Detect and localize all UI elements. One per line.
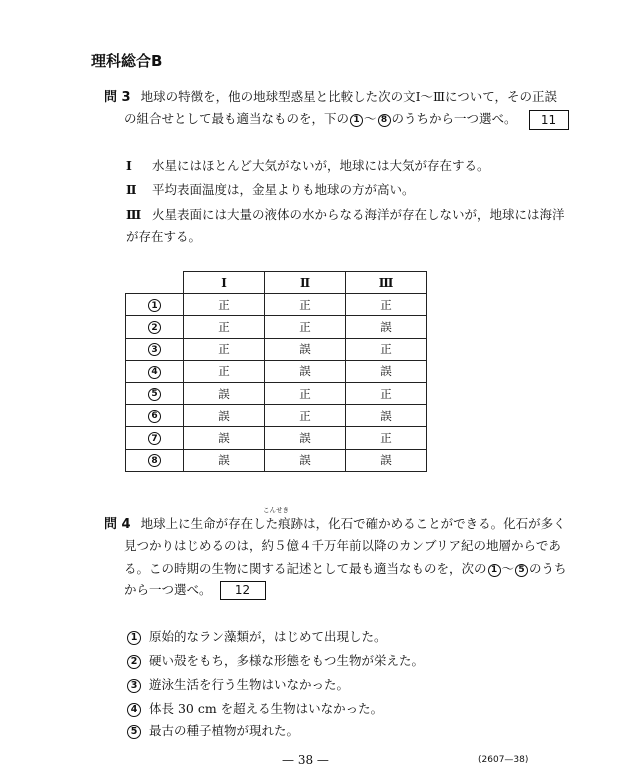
row-number-marker: 3 — [148, 343, 161, 356]
statement-mark: Ⅱ — [126, 182, 137, 197]
q3-statement-2 — [126, 180, 415, 198]
table-cell: 誤 — [346, 360, 427, 382]
row-number-cell — [126, 360, 184, 382]
table-header-cell: Ⅰ — [184, 272, 265, 294]
table-header-cell: Ⅱ — [265, 272, 346, 294]
q4-line-3 — [124, 559, 567, 577]
row-number-marker: 2 — [148, 321, 161, 334]
table-cell: 正 — [346, 427, 427, 449]
q4-option-5[interactable] — [126, 721, 299, 739]
q4-text-line3-post: のうち — [529, 561, 567, 576]
table-cell: 誤 — [265, 360, 346, 382]
option-text: 遊泳生活を行う生物はいなかった。 — [149, 677, 350, 692]
row-number-marker: 6 — [148, 410, 161, 423]
statement-text: 平均表面温度は，金星よりも地球の方が高い。 — [152, 182, 415, 197]
q3-line-2 — [124, 109, 569, 130]
q4-option-3[interactable] — [126, 675, 349, 693]
table-corner-cell — [126, 272, 184, 294]
table-cell: 正 — [265, 382, 346, 404]
q4-text-line3-pre: る。この時期の生物に関する記述として最も適当なものを，次の — [124, 561, 487, 576]
table-cell: 誤 — [346, 449, 427, 471]
q4-option-1[interactable] — [126, 627, 387, 645]
table-cell: 誤 — [184, 382, 265, 404]
q3-label: 問 3 — [104, 90, 131, 105]
q3-range-end-marker: 8 — [378, 114, 391, 127]
row-number-marker: 5 — [148, 388, 161, 401]
q3-line-1 — [104, 86, 557, 105]
table-cell: 誤 — [265, 427, 346, 449]
q3-text-line1: 地球の特徴を，他の地球型惑星と比較した次の文Ⅰ～Ⅲについて，その正誤 — [140, 89, 558, 104]
q4-text-line1-post: は，化石で確かめることができる。化石が多く — [303, 516, 566, 531]
row-number-cell — [126, 338, 184, 360]
q3-text-line2-post: のうちから一つ選べ。 — [391, 111, 517, 126]
table-cell: 誤 — [184, 405, 265, 427]
table-row — [126, 316, 427, 338]
row-number-marker: 8 — [148, 454, 161, 467]
option-text: 体長 30 cm を超える生物はいなかった。 — [149, 701, 384, 716]
q4-label: 問 4 — [104, 517, 131, 532]
table-row — [126, 382, 427, 404]
page-header: 理科総合B — [91, 52, 163, 70]
table-cell: 正 — [184, 360, 265, 382]
table-row — [126, 427, 427, 449]
q4-ruby-reading: こんせき — [263, 506, 289, 514]
row-number-marker: 1 — [148, 299, 161, 312]
statement-text: 水星にはほとんど大気がないが，地球には大気が存在する。 — [152, 158, 490, 173]
q4-line-2: 見つかりはじめるのは，約５億４千万年前以降のカンブリア紀の地層からであ — [124, 538, 561, 553]
statement-mark: Ⅰ — [126, 158, 132, 173]
table-cell: 正 — [184, 294, 265, 316]
table-cell: 誤 — [346, 316, 427, 338]
page-number: — 38 — — [282, 753, 329, 767]
option-number-marker: 5 — [127, 725, 141, 739]
table-cell: 正 — [184, 338, 265, 360]
option-number-marker: 3 — [127, 679, 141, 693]
table-cell: 誤 — [265, 338, 346, 360]
table-cell: 正 — [346, 294, 427, 316]
table-row — [126, 405, 427, 427]
q3-range-separator: ～ — [364, 111, 377, 126]
q4-range-end-marker: 5 — [515, 564, 528, 577]
q4-option-4[interactable] — [126, 699, 383, 717]
q3-answer-box[interactable]: 11 — [529, 110, 569, 130]
table-cell: 正 — [184, 316, 265, 338]
table-cell: 正 — [265, 294, 346, 316]
table-row — [126, 360, 427, 382]
option-number-marker: 1 — [127, 631, 141, 645]
q4-range-start-marker: 1 — [488, 564, 501, 577]
row-number-cell — [126, 427, 184, 449]
row-number-cell — [126, 382, 184, 404]
row-number-cell — [126, 405, 184, 427]
table-header-cell: Ⅲ — [346, 272, 427, 294]
table-cell: 誤 — [184, 427, 265, 449]
q4-text-line1-pre: 地球上に生命が存在した — [140, 516, 279, 531]
q4-option-2[interactable] — [126, 651, 424, 669]
answer-combination-table — [125, 271, 427, 472]
q3-statement-3-continuation: が存在する。 — [126, 229, 202, 244]
row-number-cell — [126, 316, 184, 338]
table-row — [126, 449, 427, 471]
row-number-marker: 4 — [148, 366, 161, 379]
table-cell: 正 — [346, 338, 427, 360]
q3-statement-3 — [126, 205, 565, 223]
statement-mark: Ⅲ — [126, 207, 142, 222]
table-cell: 誤 — [265, 449, 346, 471]
q4-line-4 — [124, 580, 266, 600]
table-cell: 誤 — [184, 449, 265, 471]
table-cell: 誤 — [346, 405, 427, 427]
table-cell: 正 — [265, 405, 346, 427]
table-row — [126, 338, 427, 360]
option-number-marker: 2 — [127, 655, 141, 669]
document-code: (2607—38) — [478, 755, 529, 765]
q4-text-line4: から一つ選べ。 — [124, 582, 212, 597]
table-row — [126, 294, 427, 316]
q3-text-line2-pre: の組合せとして最も適当なものを，下の — [124, 111, 350, 126]
q4-ruby-base: 痕跡 — [278, 516, 304, 531]
q3-statement-1 — [126, 156, 490, 174]
option-text: 硬い殻をもち，多様な形態をもつ生物が栄えた。 — [149, 653, 425, 668]
q4-range-separator: ～ — [501, 561, 515, 576]
q3-range-start-marker: 1 — [350, 114, 363, 127]
table-cell: 正 — [346, 382, 427, 404]
row-number-cell — [126, 294, 184, 316]
row-number-marker: 7 — [148, 432, 161, 445]
option-text: 原始的なラン藻類が，はじめて出現した。 — [149, 629, 387, 644]
q4-line-1 — [104, 513, 566, 532]
table-cell: 正 — [265, 316, 346, 338]
table-header-row — [126, 272, 427, 294]
option-text: 最古の種子植物が現れた。 — [149, 723, 300, 738]
row-number-cell — [126, 449, 184, 471]
statement-text: 火星表面には大量の液体の水からなる海洋が存在しないが，地球には海洋 — [152, 207, 565, 222]
option-number-marker: 4 — [127, 703, 141, 717]
q4-answer-box[interactable]: 12 — [220, 581, 266, 600]
